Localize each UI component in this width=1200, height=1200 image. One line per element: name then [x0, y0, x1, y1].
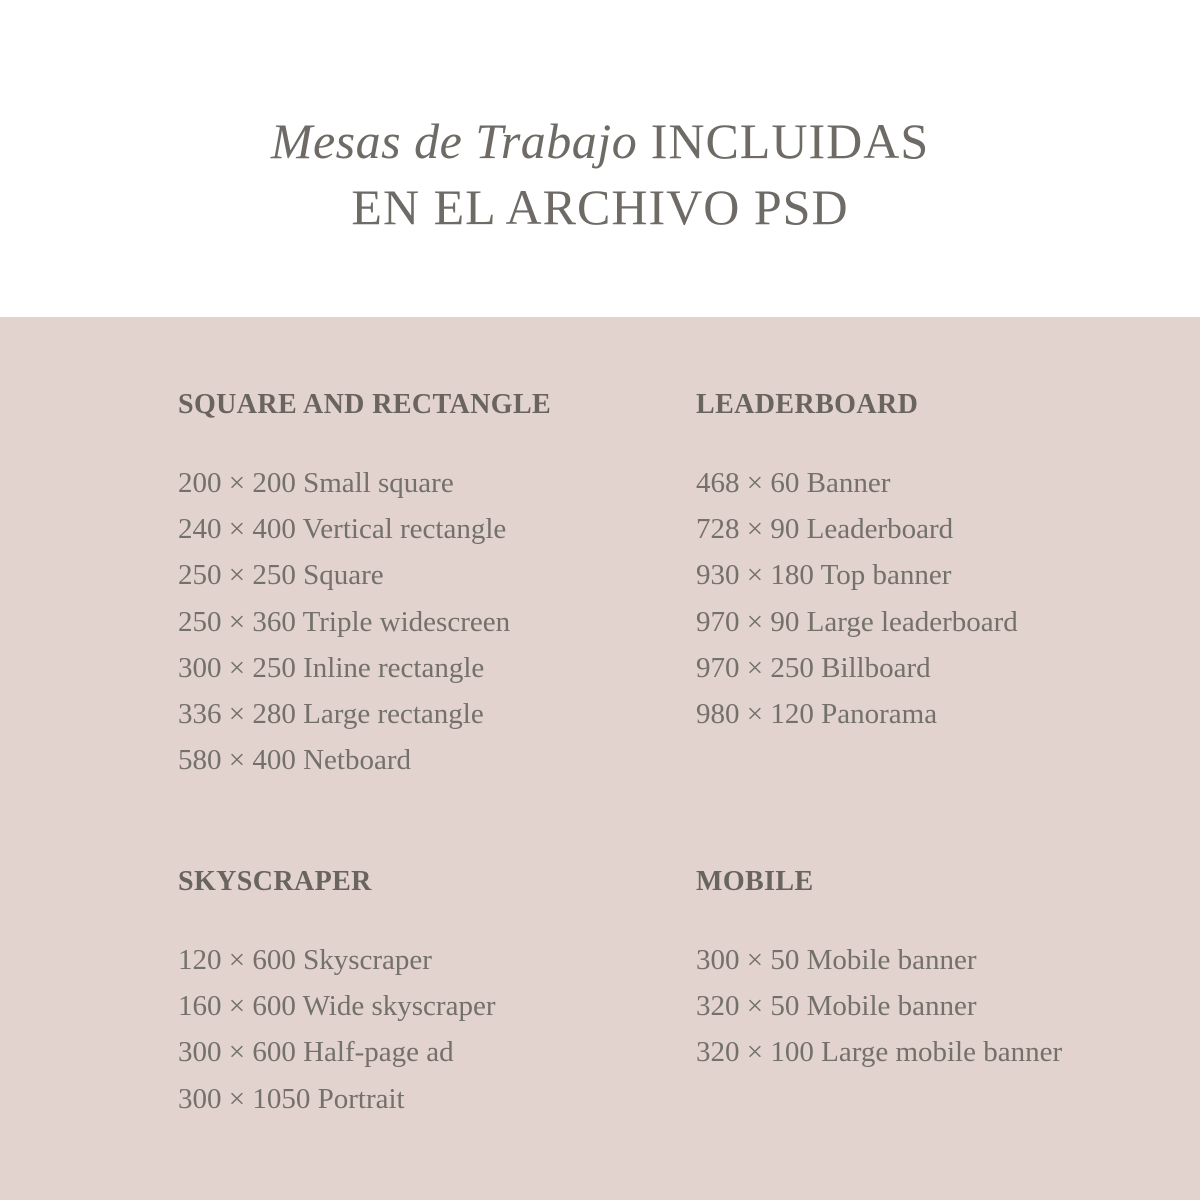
list-item: 970 × 250 Billboard — [696, 651, 931, 684]
title-italic-part: Mesas de Trabajo — [270, 113, 638, 169]
section-leaderboard — [696, 388, 1156, 737]
list-item: 240 × 400 Vertical rectangle — [178, 513, 507, 546]
section-heading: MOBILE — [696, 866, 814, 897]
size-list — [178, 460, 638, 783]
list-item: 300 × 50 Mobile banner — [696, 944, 977, 976]
title-second-line: EN EL ARCHIVO PSD — [351, 179, 849, 235]
list-item: 120 × 600 Skyscraper — [178, 944, 432, 976]
list-item: 300 × 250 Inline rectangle — [178, 651, 485, 684]
header-area — [0, 0, 1200, 317]
title-rest-part: INCLUIDAS — [637, 113, 930, 169]
size-list — [696, 937, 1156, 1076]
list-item: 300 × 600 Half-page ad — [178, 1036, 454, 1069]
section-mobile — [696, 865, 1156, 1076]
section-heading: SQUARE AND RECTANGLE — [178, 389, 552, 420]
list-item: 336 × 280 Large rectangle — [178, 698, 484, 731]
list-item: 930 × 180 Top banner — [696, 559, 952, 592]
list-item: 970 × 90 Large leaderboard — [696, 605, 1018, 638]
list-item: 300 × 1050 Portrait — [178, 1082, 405, 1115]
list-item: 320 × 50 Mobile banner — [696, 990, 977, 1023]
section-heading: LEADERBOARD — [696, 389, 919, 420]
section-skyscraper — [178, 865, 638, 1122]
list-item: 728 × 90 Leaderboard — [696, 513, 954, 546]
section-square-and-rectangle — [178, 388, 638, 783]
page-title — [0, 108, 1200, 240]
list-item: 200 × 200 Small square — [178, 467, 454, 499]
list-item: 160 × 600 Wide skyscraper — [178, 990, 496, 1023]
list-item: 320 × 100 Large mobile banner — [696, 1036, 1063, 1069]
list-item: 250 × 250 Square — [178, 559, 384, 592]
list-item: 468 × 60 Banner — [696, 467, 891, 499]
section-heading: SKYSCRAPER — [178, 866, 372, 897]
list-item: 980 × 120 Panorama — [696, 698, 938, 731]
list-item: 250 × 360 Triple widescreen — [178, 605, 511, 638]
size-list — [178, 937, 638, 1122]
list-item: 580 × 400 Netboard — [178, 744, 412, 777]
size-list — [696, 460, 1156, 737]
